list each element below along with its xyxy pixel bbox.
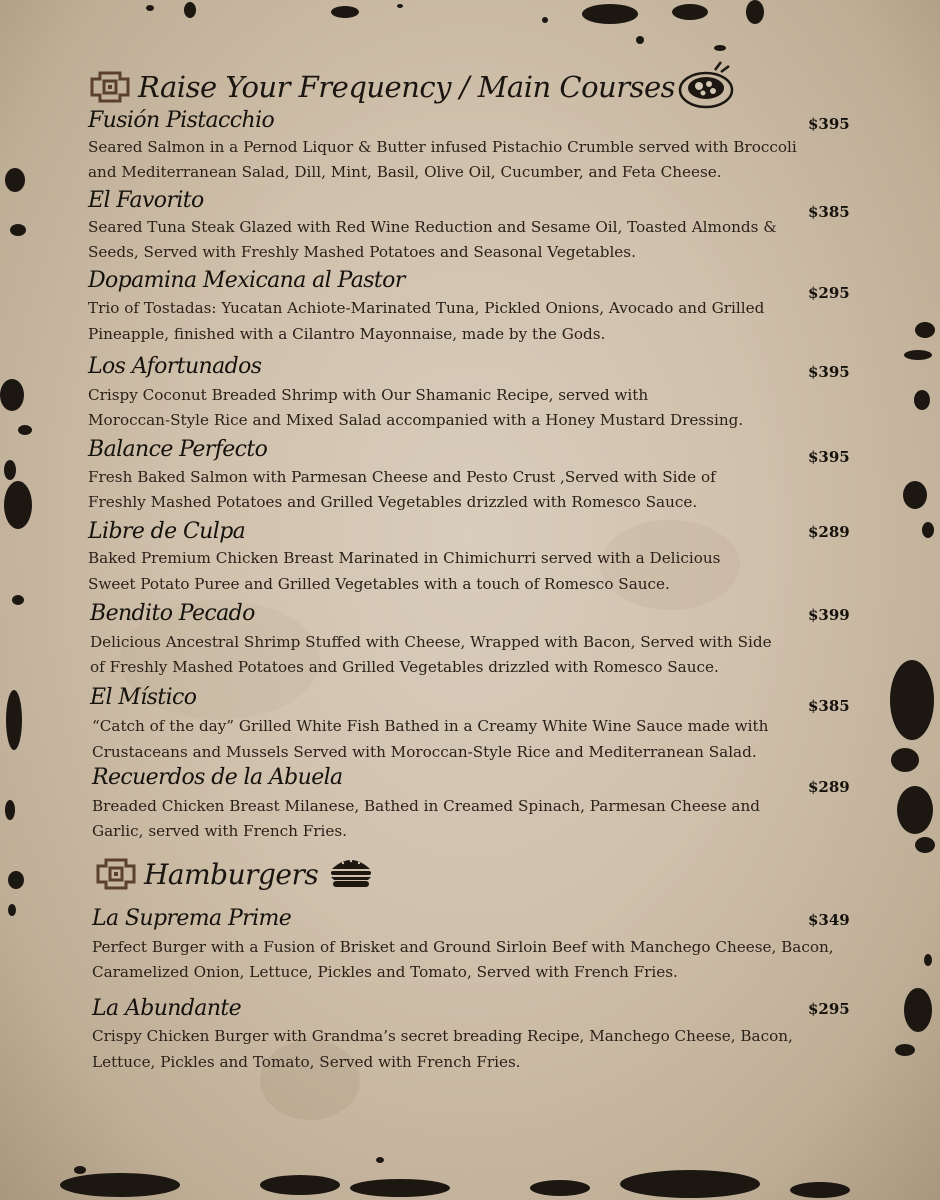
dish-name: Los Afortunados: [88, 354, 262, 379]
dish-description-line: Baked Premium Chicken Breast Marinated in Chimichurri served with a Delicious: [88, 549, 721, 567]
aztec-ornament-icon: [88, 69, 132, 105]
dish-description-line: Garlic, served with French Fries.: [92, 822, 347, 840]
dish-name: Libre de Culpa: [88, 519, 246, 544]
aztec-ornament-icon: [94, 856, 138, 892]
dish-description-line: Pineapple, finished with a Cilantro Mayonnaise, made by the Gods.: [88, 325, 606, 343]
dish-description-line: Fresh Baked Salmon with Parmesan Cheese and Pesto Crust ,Served with Side of: [88, 468, 716, 486]
burger-icon: [328, 855, 374, 893]
dish-price: $289: [808, 778, 850, 796]
dish-price: $289: [808, 523, 850, 541]
dish-name: El Místico: [90, 685, 197, 710]
dish-description-line: “Catch of the day” Grilled White Fish Bathed in a Creamy White Wine Sauce made with: [92, 717, 769, 735]
dish-name: La Abundante: [92, 996, 242, 1021]
dish-price: $395: [808, 363, 850, 381]
dish-price: $385: [808, 697, 850, 715]
dish-name: La Suprema Prime: [92, 906, 292, 931]
dish-description-line: Sweet Potato Puree and Grilled Vegetables with a touch of Romesco Sauce.: [88, 575, 670, 593]
dish-name: Fusión Pistacchio: [88, 108, 275, 133]
dish-description-line: Caramelized Onion, Lettuce, Pickles and Tomato, Served with French Fries.: [92, 963, 678, 981]
dish-description-line: of Freshly Mashed Potatoes and Grilled Vegetables drizzled with Romesco Sauce.: [90, 658, 719, 676]
dish-price: $295: [808, 284, 850, 302]
dish-price: $349: [808, 911, 850, 929]
dish-description-line: Breaded Chicken Breast Milanese, Bathed in Creamed Spinach, Parmesan Cheese and: [92, 797, 760, 815]
section-title: Raise Your Frequency / Main Courses: [138, 70, 675, 104]
dish-description-line: Crispy Coconut Breaded Shrimp with Our Shamanic Recipe, served with: [88, 386, 649, 404]
dish-description-line: Crustaceans and Mussels Served with Moroccan-Style Rice and Mediterranean Salad.: [92, 743, 757, 761]
dish-description-line: Delicious Ancestral Shrimp Stuffed with Cheese, Wrapped with Bacon, Served with Side: [90, 633, 772, 651]
dish-price: $399: [808, 606, 850, 624]
dish-description-line: Seared Salmon in a Pernod Liquor & Butter infused Pistachio Crumble served with Broccoli: [88, 138, 797, 156]
dish-description-line: Moroccan-Style Rice and Mixed Salad accompanied with a Honey Mustard Dressing.: [88, 411, 744, 429]
dish-description-line: Lettuce, Pickles and Tomato, Served with French Fries.: [92, 1053, 521, 1071]
dish-price: $385: [808, 203, 850, 221]
dish-name: Balance Perfecto: [88, 437, 268, 462]
dish-description-line: Freshly Mashed Potatoes and Grilled Vegetables drizzled with Romesco Sauce.: [88, 493, 698, 511]
dish-name: Dopamina Mexicana al Pastor: [88, 268, 405, 293]
section-title: Hamburgers: [144, 857, 319, 891]
dish-name: Bendito Pecado: [90, 601, 255, 626]
dish-description-line: Perfect Burger with a Fusion of Brisket and Ground Sirloin Beef with Manchego Cheese, Bacon,: [92, 938, 834, 956]
dish-price: $395: [808, 115, 850, 133]
dish-price: $395: [808, 448, 850, 466]
section-header-hamburgers: [94, 855, 374, 893]
dish-description-line: and Mediterranean Salad, Dill, Mint, Basil, Olive Oil, Cucumber, and Feta Cheese.: [88, 163, 722, 181]
food-plate-icon: [677, 58, 735, 116]
dish-description-line: Seeds, Served with Freshly Mashed Potatoes and Seasonal Vegetables.: [88, 243, 636, 261]
dish-price: $295: [808, 1000, 850, 1018]
dish-description-line: Crispy Chicken Burger with Grandma’s secret breading Recipe, Manchego Cheese, Bacon,: [92, 1027, 793, 1045]
dish-name: Recuerdos de la Abuela: [92, 765, 343, 790]
dish-description-line: Trio of Tostadas: Yucatan Achiote-Marinated Tuna, Pickled Onions, Avocado and Grilled: [88, 299, 765, 317]
dish-name: El Favorito: [88, 188, 204, 213]
dish-description-line: Seared Tuna Steak Glazed with Red Wine Reduction and Sesame Oil, Toasted Almonds &: [88, 218, 777, 236]
